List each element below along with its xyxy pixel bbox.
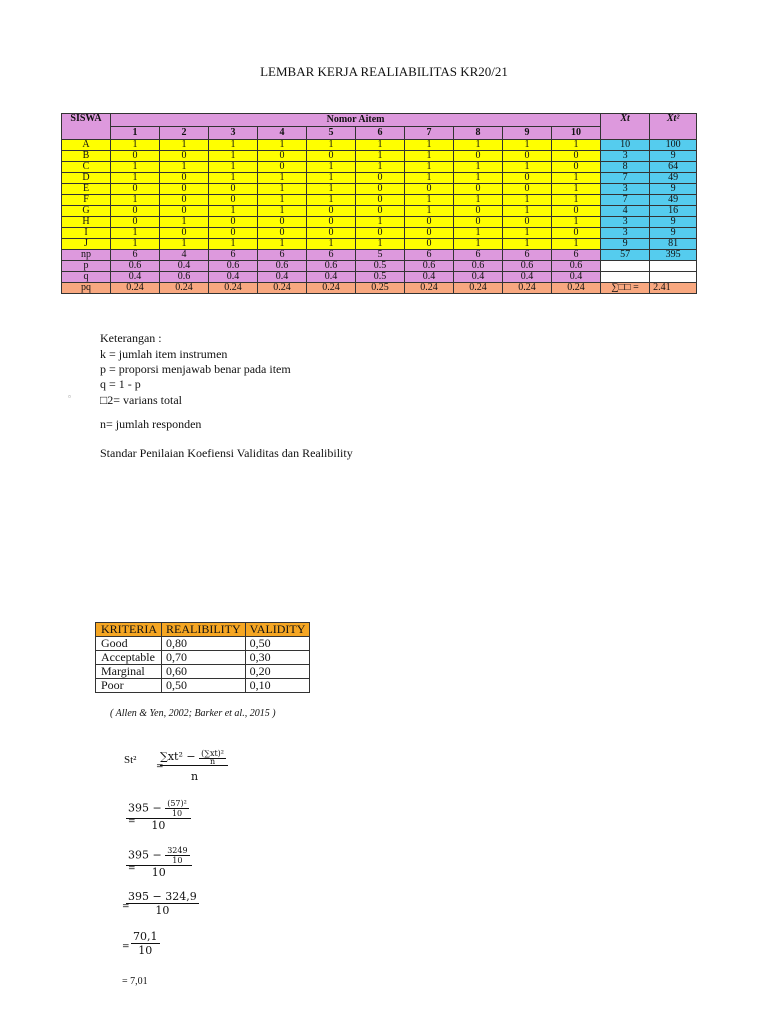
score-cell: 1	[111, 162, 160, 173]
score-cell: 0	[111, 184, 160, 195]
student-row	[62, 206, 697, 217]
pq-cell: 0.24	[552, 283, 601, 294]
standar-heading: Standar Penilaian Koefiensi Validitas dan Realibility	[100, 446, 353, 460]
student-row	[62, 140, 697, 151]
pq-row	[62, 283, 697, 294]
score-cell: 1	[503, 239, 552, 250]
score-cell: 0	[160, 206, 209, 217]
line2-inner-den: 10	[172, 856, 183, 865]
score-cell: 1	[405, 195, 454, 206]
score-cell: 1	[111, 140, 160, 151]
sum-pq-label: ∑□□ =	[601, 283, 650, 294]
score-cell: 0	[160, 195, 209, 206]
score-cell: 1	[454, 239, 503, 250]
np-row	[62, 250, 697, 261]
xt-cell: 7	[601, 195, 650, 206]
score-cell: 0	[111, 151, 160, 162]
p-cell: 0.6	[307, 261, 356, 272]
score-cell: 1	[405, 162, 454, 173]
score-cell: 0	[552, 162, 601, 173]
criteria-row	[96, 651, 310, 665]
criteria-cell: 0,80	[162, 637, 246, 651]
score-cell: 0	[356, 206, 405, 217]
score-cell: 1	[356, 239, 405, 250]
criteria-cell: 0,70	[162, 651, 246, 665]
np-cell: 6	[405, 250, 454, 261]
score-cell: 1	[552, 195, 601, 206]
student-row	[62, 162, 697, 173]
line4-numerator: 70,1	[133, 930, 158, 943]
line2-numerator: 395 −	[128, 848, 162, 862]
student-name: C	[62, 162, 111, 173]
score-cell: 0	[258, 151, 307, 162]
nomor-aitem-header: Nomor Aitem	[111, 114, 601, 127]
sum-xt-squared: (∑xt)²	[201, 749, 224, 758]
score-cell: 0	[160, 151, 209, 162]
q-cell: 0.4	[454, 272, 503, 283]
pq-cell: 0.24	[503, 283, 552, 294]
criteria-header-cell: VALIDITY	[245, 623, 310, 637]
score-cell: 1	[552, 184, 601, 195]
score-cell: 0	[454, 206, 503, 217]
student-name: F	[62, 195, 111, 206]
pq-cell: 0.24	[405, 283, 454, 294]
xt-cell: 3	[601, 151, 650, 162]
score-cell: 0	[307, 151, 356, 162]
xt-cell: 10	[601, 140, 650, 151]
np-cell: 6	[552, 250, 601, 261]
score-cell: 0	[160, 228, 209, 239]
student-name: I	[62, 228, 111, 239]
page-title: LEMBAR KERJA REALIABILITAS KR20/21	[260, 64, 508, 79]
score-cell: 0	[356, 195, 405, 206]
p-cell: 0.5	[356, 261, 405, 272]
q-cell: 0.4	[307, 272, 356, 283]
p-cell: 0.6	[552, 261, 601, 272]
np-cell: 6	[209, 250, 258, 261]
np-cell: 6	[454, 250, 503, 261]
criteria-table	[95, 622, 310, 693]
score-cell: 1	[111, 239, 160, 250]
xt2-cell: 64	[650, 162, 697, 173]
score-cell: 1	[160, 217, 209, 228]
criteria-row	[96, 637, 310, 651]
score-cell: 1	[258, 140, 307, 151]
score-cell: 1	[258, 206, 307, 217]
q-row	[62, 272, 697, 283]
score-cell: 1	[552, 239, 601, 250]
xt-cell: 3	[601, 184, 650, 195]
p-cell: 0.6	[209, 261, 258, 272]
score-cell: 1	[503, 206, 552, 217]
score-cell: 0	[111, 206, 160, 217]
line1-numerator: 395 −	[128, 801, 162, 815]
pq-cell: 0.25	[356, 283, 405, 294]
pq-label: pq	[62, 283, 111, 294]
student-name: H	[62, 217, 111, 228]
empty-cell	[650, 272, 697, 283]
score-cell: 1	[356, 151, 405, 162]
worksheet-table	[61, 113, 697, 294]
score-cell: 1	[552, 140, 601, 151]
score-cell: 1	[258, 195, 307, 206]
line2-inner-num: 3249	[167, 846, 188, 855]
score-cell: 1	[405, 173, 454, 184]
pq-cell: 0.24	[111, 283, 160, 294]
xt2-cell: 9	[650, 228, 697, 239]
student-name: E	[62, 184, 111, 195]
line2-denominator: 10	[151, 866, 166, 879]
score-cell: 0	[160, 173, 209, 184]
score-cell: 1	[503, 195, 552, 206]
score-cell: 1	[454, 228, 503, 239]
np-xt-total: 57	[601, 250, 650, 261]
score-cell: 1	[503, 162, 552, 173]
score-cell: 0	[258, 217, 307, 228]
line1-inner-num: (57)²	[167, 799, 187, 808]
score-cell: 1	[454, 195, 503, 206]
student-name: J	[62, 239, 111, 250]
score-cell: 0	[307, 206, 356, 217]
score-cell: 1	[454, 162, 503, 173]
score-cell: 0	[405, 228, 454, 239]
score-cell: 1	[160, 239, 209, 250]
siswa-header: SISWA	[62, 114, 111, 140]
line1-fraction	[126, 799, 191, 832]
np-cell: 6	[111, 250, 160, 261]
note-n: n= jumlah responden	[100, 417, 202, 431]
criteria-header-cell: KRITERIA	[96, 623, 162, 637]
n-small: n	[209, 757, 216, 766]
score-cell: 0	[307, 217, 356, 228]
xt2-cell: 49	[650, 173, 697, 184]
p-cell: 0.6	[405, 261, 454, 272]
student-row	[62, 239, 697, 250]
score-cell: 1	[209, 239, 258, 250]
item-number-header: 3	[209, 127, 258, 140]
score-cell: 0	[209, 228, 258, 239]
score-cell: 0	[552, 151, 601, 162]
criteria-header-row	[96, 623, 310, 637]
score-cell: 0	[503, 151, 552, 162]
pq-cell: 0.24	[307, 283, 356, 294]
line1-equals: =	[128, 817, 136, 827]
q-cell: 0.4	[552, 272, 601, 283]
xt2-cell: 9	[650, 217, 697, 228]
p-cell: 0.6	[503, 261, 552, 272]
p-row	[62, 261, 697, 272]
xt2-cell: 49	[650, 195, 697, 206]
score-cell: 1	[503, 228, 552, 239]
st2-formula	[160, 749, 228, 766]
item-number-header: 9	[503, 127, 552, 140]
score-cell: 1	[454, 140, 503, 151]
score-cell: 0	[454, 151, 503, 162]
q-cell: 0.4	[258, 272, 307, 283]
xt-cell: 8	[601, 162, 650, 173]
score-cell: 1	[307, 173, 356, 184]
note-q: q = 1 - p	[100, 377, 141, 391]
q-label: q	[62, 272, 111, 283]
xt-cell: 3	[601, 217, 650, 228]
criteria-row	[96, 665, 310, 679]
score-cell: 0	[160, 184, 209, 195]
keterangan-label: Keterangan :	[100, 331, 162, 345]
small-mark: ▫	[68, 392, 71, 401]
inner-fraction	[199, 749, 226, 765]
np-cell: 4	[160, 250, 209, 261]
score-cell: 1	[111, 195, 160, 206]
criteria-cell: 0,50	[162, 679, 246, 693]
score-cell: 1	[356, 140, 405, 151]
q-cell: 0.4	[111, 272, 160, 283]
item-number-header: 6	[356, 127, 405, 140]
empty-cell	[601, 261, 650, 272]
line1-inner-den: 10	[171, 809, 183, 818]
score-cell: 0	[454, 217, 503, 228]
score-cell: 1	[356, 217, 405, 228]
sum-xt2: ∑xt² −	[160, 750, 196, 763]
item-number-header: 2	[160, 127, 209, 140]
score-cell: 0	[356, 184, 405, 195]
criteria-cell: Poor	[96, 679, 162, 693]
p-cell: 0.6	[258, 261, 307, 272]
np-cell: 6	[503, 250, 552, 261]
sum-pq-value: 2.41	[650, 283, 697, 294]
score-cell: 0	[405, 184, 454, 195]
p-cell: 0.6	[111, 261, 160, 272]
score-cell: 1	[307, 239, 356, 250]
criteria-cell: 0,10	[245, 679, 310, 693]
item-number-header: 8	[454, 127, 503, 140]
line1-denominator: 10	[151, 819, 166, 832]
score-cell: 0	[209, 184, 258, 195]
note-k: k = jumlah item instrumen	[100, 347, 228, 361]
student-row	[62, 173, 697, 184]
criteria-cell: Good	[96, 637, 162, 651]
xt2-cell: 9	[650, 151, 697, 162]
citation: ( Allen & Yen, 2002; Barker et al., 2015 )	[110, 708, 276, 719]
score-cell: 1	[356, 162, 405, 173]
student-name: D	[62, 173, 111, 184]
item-number-header: 4	[258, 127, 307, 140]
student-row	[62, 217, 697, 228]
score-cell: 1	[209, 206, 258, 217]
score-cell: 1	[307, 162, 356, 173]
score-cell: 0	[503, 217, 552, 228]
score-cell: 0	[111, 217, 160, 228]
criteria-cell: 0,60	[162, 665, 246, 679]
xt2-cell: 100	[650, 140, 697, 151]
line4-fraction	[131, 930, 160, 957]
line3-denominator: 10	[155, 904, 170, 917]
score-cell: 1	[552, 173, 601, 184]
line4-denominator: 10	[138, 944, 153, 957]
score-cell: 0	[552, 206, 601, 217]
score-cell: 1	[307, 140, 356, 151]
xt-cell: 4	[601, 206, 650, 217]
criteria-cell: Marginal	[96, 665, 162, 679]
xt2-header: Xt²	[650, 114, 697, 140]
result: = 7,01	[122, 976, 148, 987]
criteria-cell: Acceptable	[96, 651, 162, 665]
score-cell: 1	[405, 140, 454, 151]
line2-equals: =	[128, 864, 136, 874]
pq-cell: 0.24	[209, 283, 258, 294]
note-varians: □2= varians total	[100, 393, 182, 407]
criteria-row	[96, 679, 310, 693]
xt-cell: 7	[601, 173, 650, 184]
np-cell: 5	[356, 250, 405, 261]
np-cell: 6	[307, 250, 356, 261]
score-cell: 0	[356, 228, 405, 239]
score-cell: 1	[307, 184, 356, 195]
pq-cell: 0.24	[258, 283, 307, 294]
score-cell: 1	[160, 162, 209, 173]
xt2-cell: 16	[650, 206, 697, 217]
criteria-cell: 0,20	[245, 665, 310, 679]
student-name: A	[62, 140, 111, 151]
pq-cell: 0.24	[454, 283, 503, 294]
score-cell: 0	[209, 195, 258, 206]
score-cell: 1	[258, 239, 307, 250]
q-cell: 0.6	[160, 272, 209, 283]
score-cell: 0	[405, 239, 454, 250]
score-cell: 0	[258, 228, 307, 239]
score-cell: 1	[307, 195, 356, 206]
line4-equals: =	[122, 942, 130, 952]
item-number-header: 5	[307, 127, 356, 140]
score-cell: 0	[454, 184, 503, 195]
score-cell: 0	[209, 217, 258, 228]
score-cell: 1	[454, 173, 503, 184]
student-name: B	[62, 151, 111, 162]
st2-equals: =	[156, 762, 164, 772]
empty-cell	[650, 261, 697, 272]
item-number-header: 10	[552, 127, 601, 140]
score-cell: 1	[209, 151, 258, 162]
line2-fraction	[126, 846, 192, 879]
score-cell: 0	[552, 228, 601, 239]
q-cell: 0.4	[209, 272, 258, 283]
np-xt2-total: 395	[650, 250, 697, 261]
st2-denominator: n	[191, 770, 199, 783]
p-cell: 0.6	[454, 261, 503, 272]
score-cell: 1	[552, 217, 601, 228]
score-cell: 0	[503, 184, 552, 195]
xt-cell: 3	[601, 228, 650, 239]
q-cell: 0.4	[503, 272, 552, 283]
score-cell: 0	[356, 173, 405, 184]
item-number-header: 1	[111, 127, 160, 140]
score-cell: 1	[209, 140, 258, 151]
criteria-header-cell: REALIBILITY	[162, 623, 246, 637]
np-cell: 6	[258, 250, 307, 261]
line3-fraction	[126, 890, 199, 917]
np-label: np	[62, 250, 111, 261]
q-cell: 0.4	[405, 272, 454, 283]
q-cell: 0.5	[356, 272, 405, 283]
score-cell: 1	[111, 173, 160, 184]
score-cell: 0	[503, 173, 552, 184]
p-cell: 0.4	[160, 261, 209, 272]
line3-numerator: 395 − 324,9	[128, 890, 197, 903]
score-cell: 1	[503, 140, 552, 151]
score-cell: 1	[258, 173, 307, 184]
student-name: G	[62, 206, 111, 217]
empty-cell	[601, 272, 650, 283]
xt-header: Xt	[601, 114, 650, 140]
score-cell: 1	[258, 184, 307, 195]
score-cell: 0	[307, 228, 356, 239]
score-cell: 1	[405, 151, 454, 162]
item-number-header: 7	[405, 127, 454, 140]
score-cell: 1	[209, 173, 258, 184]
score-cell: 1	[160, 140, 209, 151]
student-row	[62, 184, 697, 195]
student-row	[62, 195, 697, 206]
score-cell: 0	[258, 162, 307, 173]
xt-cell: 9	[601, 239, 650, 250]
score-cell: 1	[111, 228, 160, 239]
score-cell: 1	[209, 162, 258, 173]
note-p: p = proporsi menjawab benar pada item	[100, 362, 291, 376]
p-label: p	[62, 261, 111, 272]
student-row	[62, 228, 697, 239]
criteria-cell: 0,50	[245, 637, 310, 651]
xt2-cell: 9	[650, 184, 697, 195]
st2-label: St²	[124, 754, 137, 766]
criteria-cell: 0,30	[245, 651, 310, 665]
xt2-cell: 81	[650, 239, 697, 250]
line3-equals: =	[122, 902, 130, 912]
student-row	[62, 151, 697, 162]
score-cell: 1	[405, 206, 454, 217]
pq-cell: 0.24	[160, 283, 209, 294]
score-cell: 0	[405, 217, 454, 228]
